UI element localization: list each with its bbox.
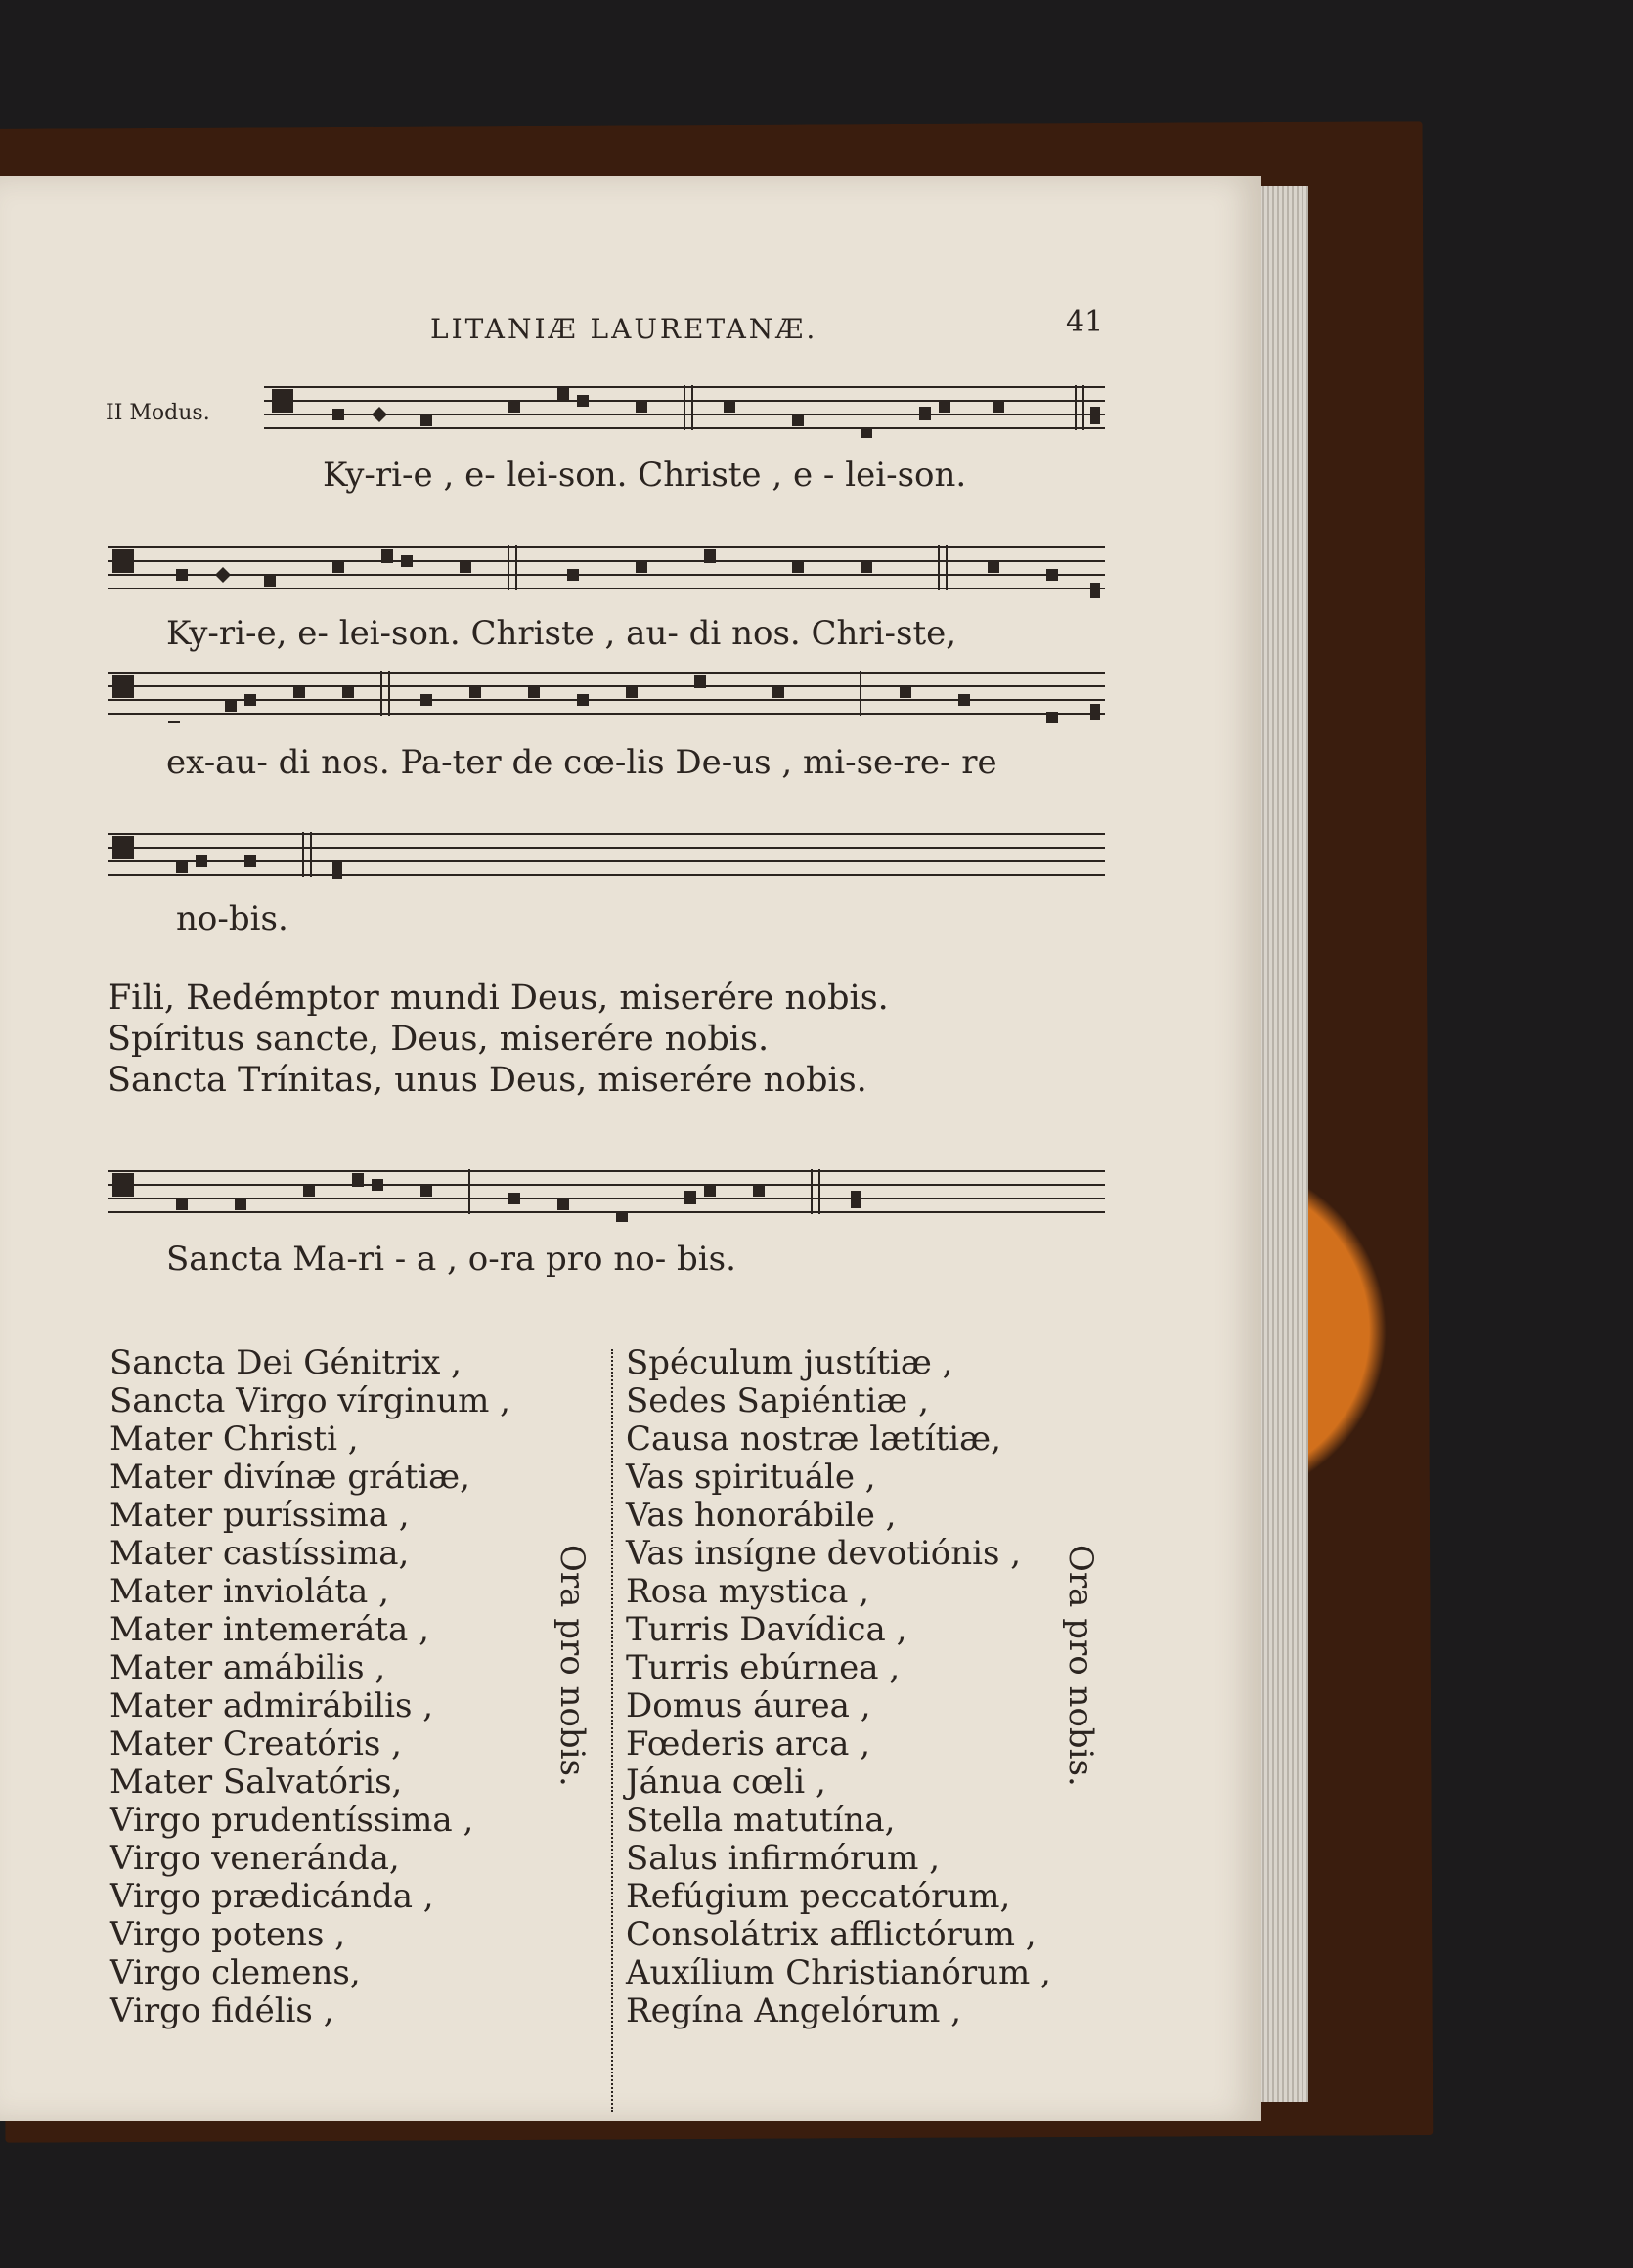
running-title: LITANIÆ LAURETANÆ. (430, 313, 818, 345)
invocation-line: Mater Christi , (110, 1419, 359, 1459)
prose-line: Sancta Trínitas, unus Deus, miserére nobis. (108, 1061, 867, 1100)
prose-invocations (108, 978, 889, 1101)
invocation-line: Virgo clemens, (110, 1953, 361, 1992)
invocation-line: Vas spirituále , (626, 1458, 876, 1497)
invocation-line: Mater Salvatóris, (110, 1763, 403, 1802)
invocation-line: Mater intemeráta , (110, 1610, 429, 1649)
invocation-line: Mater Creatóris , (110, 1724, 402, 1764)
invocation-line: Virgo fidélis , (110, 1991, 334, 2030)
invocation-line: Fœderis arca , (626, 1724, 871, 1764)
invocation-line: Spéculum justítiæ , (626, 1343, 953, 1382)
chant-staff-4 (108, 826, 1105, 885)
right-invocation-column (626, 1344, 1051, 2030)
prose-line: Fili, Redémptor mundi Deus, miserére nobis. (108, 979, 889, 1018)
left-invocation-column (110, 1344, 510, 2030)
mode-label: II Modus. (106, 401, 210, 425)
invocation-line: Mater castíssima, (110, 1534, 410, 1573)
invocation-line: Virgo potens , (110, 1915, 346, 1954)
invocation-line: Sedes Sapiéntiæ , (626, 1381, 929, 1420)
invocation-line: Virgo veneránda, (110, 1839, 400, 1878)
invocation-line: Vas honorábile , (626, 1496, 897, 1535)
column-divider (611, 1349, 613, 2112)
invocation-line: Refúgium peccatórum, (626, 1877, 1011, 1916)
chant-lyric-1: Ky-ri-e , e- lei-son. Christe , e - lei-son. (323, 456, 967, 495)
chant-staff-3 (108, 665, 1105, 723)
invocation-line: Consolátrix afflictórum , (626, 1915, 1037, 1954)
chant-lyric-2: Ky-ri-e, e- lei-son. Christe , au- di nos. Chri-ste, (166, 614, 957, 653)
invocation-line: Sancta Dei Génitrix , (110, 1343, 462, 1382)
chant-staff-2 (108, 540, 1105, 598)
invocation-line: Regína Angelórum , (626, 1991, 962, 2030)
chant-lyric-5: Sancta Ma-ri - a , o-ra pro no- bis. (166, 1240, 736, 1279)
invocation-line: Causa nostræ lætítiæ, (626, 1419, 1001, 1459)
chant-staff-1 (264, 379, 1105, 438)
invocation-line: Virgo prudentíssima , (110, 1801, 474, 1840)
invocation-line: Rosa mystica , (626, 1572, 869, 1611)
invocation-line: Vas insígne devotiónis , (626, 1534, 1022, 1573)
invocation-line: Mater admirábilis , (110, 1686, 434, 1725)
response-ora-pro-nobis-right: Ora pro nobis. (1061, 1545, 1100, 1787)
invocation-line: Mater puríssima , (110, 1496, 410, 1535)
invocation-line: Turris ebúrnea , (626, 1648, 901, 1687)
invocation-line: Mater amábilis , (110, 1648, 386, 1687)
chant-staff-5 (108, 1163, 1105, 1222)
invocation-line: Salus infirmórum , (626, 1839, 941, 1878)
invocation-line: Mater invioláta , (110, 1572, 389, 1611)
invocation-line: Auxílium Christianórum , (626, 1953, 1051, 1992)
book-page (0, 176, 1261, 2121)
page-number: 41 (1066, 305, 1104, 339)
invocation-line: Sancta Virgo vírginum , (110, 1381, 510, 1420)
response-ora-pro-nobis-left: Ora pro nobis. (552, 1545, 592, 1787)
invocation-line: Virgo prædicánda , (110, 1877, 434, 1916)
prose-line: Spíritus sancte, Deus, miserére nobis. (108, 1020, 770, 1059)
invocation-line: Domus áurea , (626, 1686, 871, 1725)
invocation-line: Jánua cœli , (626, 1763, 826, 1802)
invocation-line: Stella matutína, (626, 1801, 896, 1840)
chant-lyric-4: no-bis. (176, 899, 288, 938)
invocation-line: Turris Davídica , (626, 1610, 907, 1649)
chant-lyric-3: ex-au- di nos. Pa-ter de cœ-lis De-us , mi-se-re- re (166, 743, 997, 782)
invocation-line: Mater divínæ grátiæ, (110, 1458, 470, 1497)
